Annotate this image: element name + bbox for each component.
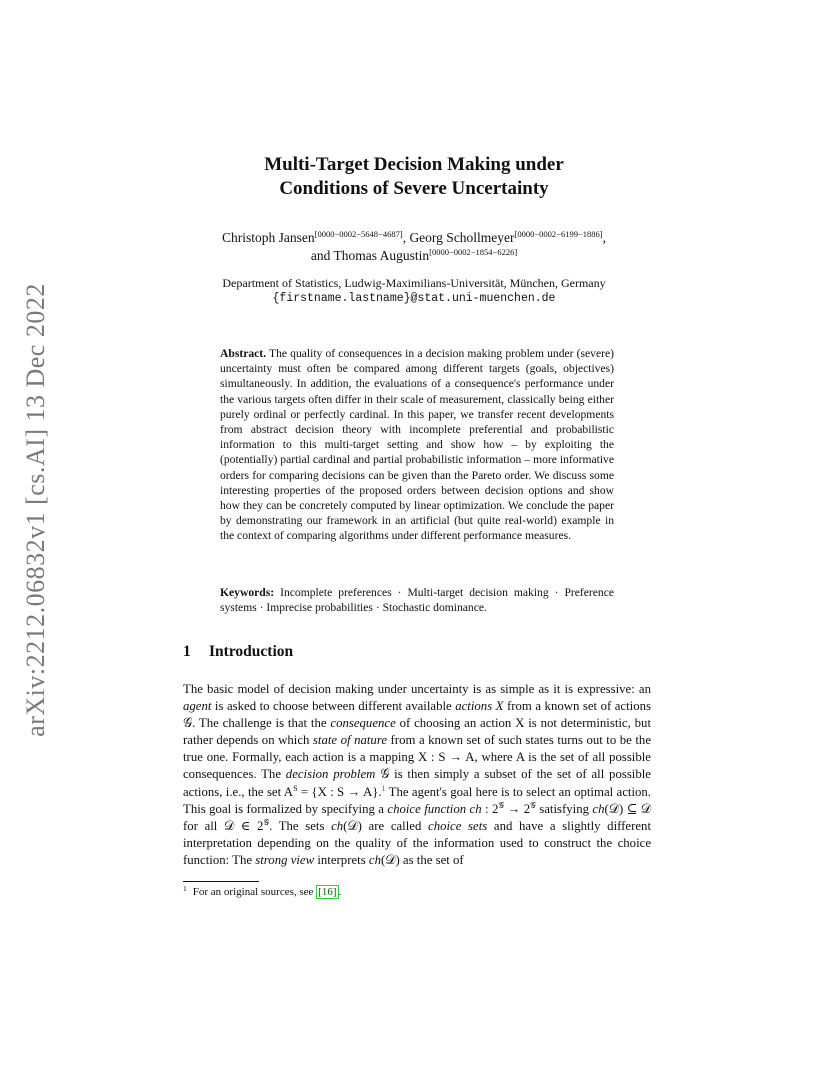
- intro-emph: ch: [331, 818, 344, 833]
- author-name: Georg Schollmeyer: [409, 230, 515, 245]
- section-title: Introduction: [209, 643, 294, 660]
- author-name: and Thomas Augustin: [310, 248, 430, 263]
- intro-text: . The sets: [269, 818, 332, 833]
- intro-superscript: 𝒢: [498, 800, 505, 810]
- intro-text: The basic model of decision making under uncertainty is as simple as it is expressive: an: [183, 682, 651, 696]
- intro-emph: agent: [183, 699, 212, 714]
- abstract-text: The quality of consequences in a decision making problem under (severe) uncertainty must often be compared among different targets (goals, objectives) simultaneously. In addition, the evaluations of a consequence's performance under the various targets often differ in their scale of measurement, classically being either purely ordinal or perfectly cardinal. In this paper, we transfer recent developments from abstract decision theory with incomplete preferential and probabilistic information to this multi-target setting and show how – by exploiting the (potentially) partial cardinal and partial probabilistic information – more informative orders for comparing decisions can be given than the Pareto order. We discuss some interesting properties of the proposed orders between decision options and show how they can be concretely computed by linear optimization. We conclude the paper by demonstrating our framework in an artificial (but quite real-world) example in the context of comparing algorithms under different performance measures.: [220, 347, 614, 543]
- footnote-divider: [183, 881, 259, 882]
- abstract: [220, 346, 614, 544]
- author-orcid: [0000−0002−5648−4687]: [314, 229, 403, 239]
- footnote-mark: 1: [183, 884, 187, 893]
- intro-text: : 2: [481, 801, 499, 816]
- intro-emph: ch: [368, 852, 381, 867]
- intro-emph: choice sets: [428, 818, 488, 833]
- keywords-text: Incomplete preferences · Multi-target decision making · Preference systems · Imprecise probabilities · Stochastic dominance.: [220, 586, 614, 615]
- abstract-label: Abstract.: [220, 347, 267, 360]
- author-orcid: [0000−0002−1854−6226]: [429, 247, 518, 257]
- intro-emph: state of nature: [312, 733, 388, 748]
- title-line-2: Conditions of Severe Uncertainty: [279, 178, 549, 199]
- intro-text: (𝒟) ⊆ 𝒟 for all 𝒟 ∈ 2: [183, 801, 652, 833]
- author-line-2: [150, 247, 678, 265]
- footnote-reference-link[interactable]: 1: [381, 783, 386, 793]
- footnote-end: .: [338, 886, 342, 898]
- intro-text: (𝒟) are called: [343, 818, 429, 833]
- intro-text: from a known set of actions 𝒢. The challenge is that the: [183, 699, 651, 731]
- paper-title: [150, 153, 678, 201]
- title-line-1: Multi-Target Decision Making under: [264, 154, 564, 175]
- intro-paragraph: [183, 681, 651, 869]
- intro-text: (𝒟) as the set of: [380, 852, 464, 867]
- footnote-text: For an original sources, see: [192, 886, 317, 898]
- author-list: [150, 229, 678, 265]
- arxiv-identifier: [10, 283, 62, 737]
- author-orcid: [0000−0002−6199−1886]: [514, 229, 603, 239]
- section-heading: [183, 643, 293, 661]
- intro-superscript: 𝒢: [530, 800, 536, 810]
- author-name: Christoph Jansen: [222, 230, 315, 245]
- author-line-1: Christoph Jansen[0000−0002−5648−4687], Georg Schollmeyer[0000−0002−6199−1886],: [222, 229, 606, 245]
- affiliation: [150, 275, 678, 307]
- intro-superscript: 𝒢: [263, 817, 270, 827]
- intro-text: interprets: [314, 852, 369, 867]
- intro-emph: ch: [592, 801, 605, 816]
- keywords: [220, 585, 614, 615]
- intro-text: from a known set of such states turns out to be the true one. Formally, each action is a mapping X : S → A, where A is the set of all possible consequences. The: [183, 733, 652, 782]
- intro-emph: strong view: [255, 852, 315, 867]
- intro-text: The agent's goal here is to select an optimal action. This goal is formalized by specifying a: [183, 784, 651, 816]
- intro-emph: choice function ch: [387, 801, 482, 816]
- footnote: [183, 885, 341, 899]
- intro-text: and have a slightly different interpretation depending on the quality of the information used to construct the choice function: The: [183, 818, 651, 867]
- intro-text: = {X : S → A}.: [297, 784, 382, 799]
- intro-emph: actions X: [455, 699, 504, 714]
- intro-text: → 2: [504, 801, 531, 816]
- intro-emph: consequence: [330, 716, 396, 731]
- keywords-label: Keywords:: [220, 586, 275, 599]
- intro-text: is asked to choose between different available: [211, 699, 456, 714]
- citation-link[interactable]: [16]: [318, 886, 337, 898]
- intro-text: of choosing an action X is not deterministic, but rather depends on which: [183, 716, 651, 748]
- intro-text: 𝒢 is then simply a subset of the set of all possible actions, i.e., the set A: [183, 767, 651, 799]
- intro-emph: decision problem: [285, 767, 376, 782]
- intro-superscript: S: [293, 783, 298, 793]
- affiliation-department: Department of Statistics, Ludwig-Maximilians-Universität, München, Germany: [222, 276, 606, 290]
- intro-text: satisfying: [535, 801, 593, 816]
- arxiv-identifier-text: arXiv:2212.06832v1 [cs.AI] 13 Dec 2022: [21, 283, 50, 737]
- section-number: 1: [183, 643, 191, 660]
- affiliation-email: {firstname.lastname}@stat.uni-muenchen.de: [272, 292, 556, 305]
